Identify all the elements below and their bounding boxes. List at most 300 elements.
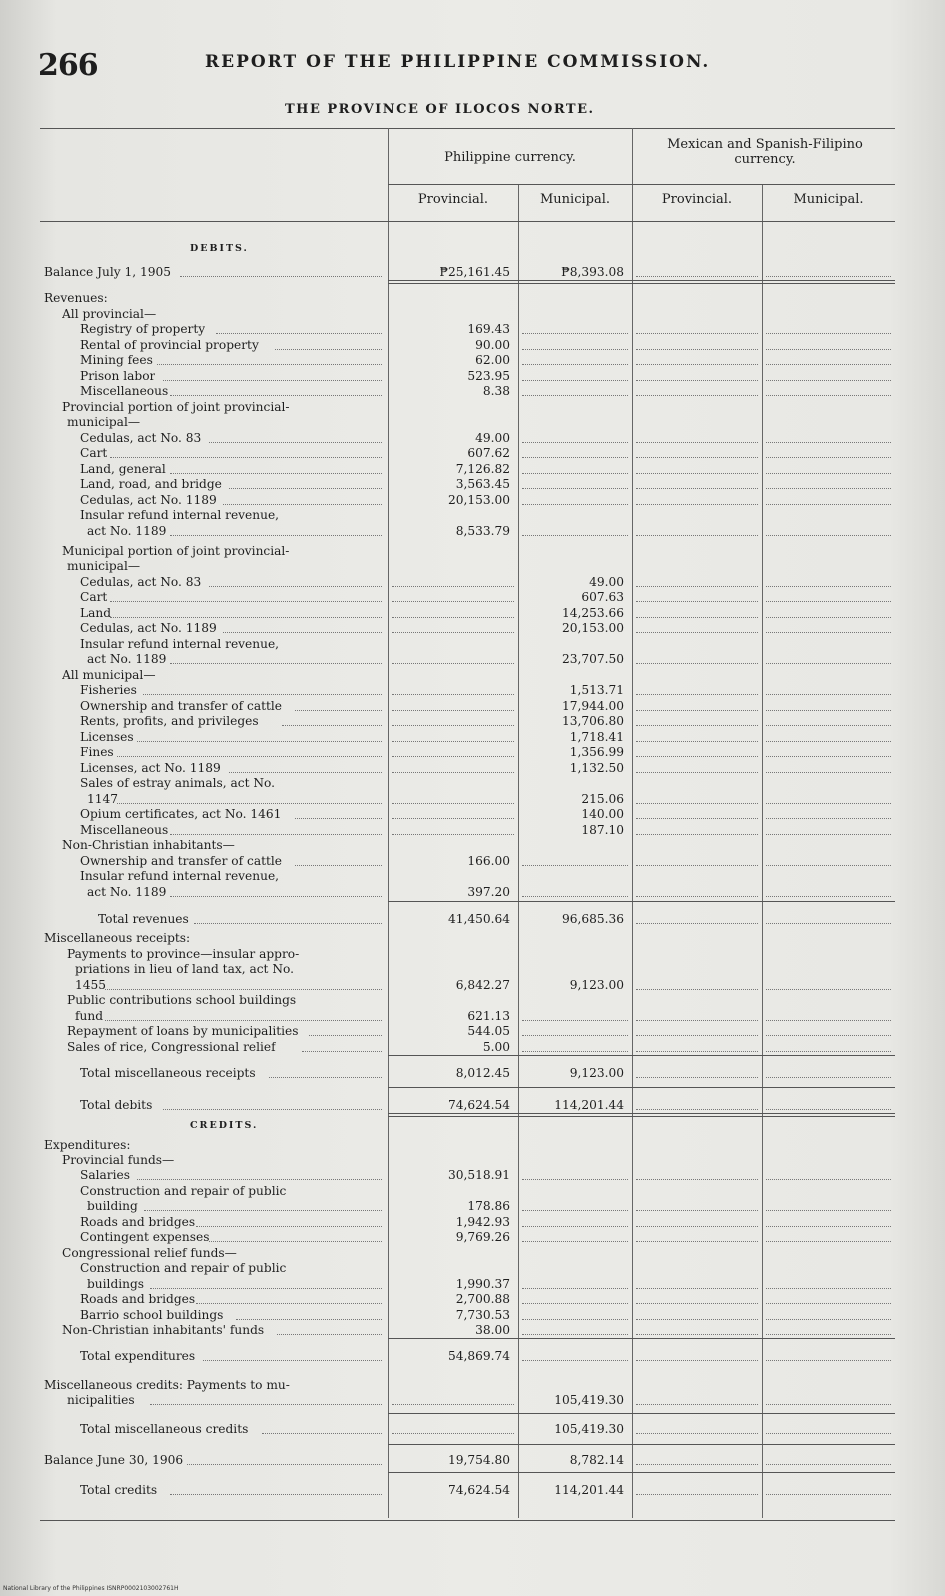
row-label: Payments to province—insular appro- bbox=[67, 947, 300, 961]
row-label: Mining fees bbox=[80, 353, 153, 367]
dot-leader bbox=[180, 260, 382, 277]
mex-municipal-cell bbox=[762, 523, 895, 539]
dot-leader bbox=[766, 1093, 891, 1110]
php-municipal-cell bbox=[518, 1039, 632, 1055]
row-label: Licenses, act No. 1189 bbox=[80, 761, 221, 775]
cell-value: 38.00 bbox=[475, 1323, 510, 1337]
php-municipal-cell bbox=[518, 1167, 632, 1183]
cell-value: 74,624.54 bbox=[447, 1483, 510, 1497]
mex-provincial-cell bbox=[632, 911, 762, 927]
dot-leader bbox=[522, 1225, 628, 1242]
cell-value: 9,123.00 bbox=[569, 978, 624, 992]
header-php-provincial: Provincial. bbox=[417, 192, 489, 207]
php-municipal-cell bbox=[518, 523, 632, 539]
row-label: priations in lieu of land tax, act No. bbox=[75, 962, 294, 976]
dot-leader bbox=[636, 1019, 758, 1036]
dot-leader bbox=[636, 973, 758, 990]
php-provincial-cell bbox=[388, 523, 518, 539]
row-label: fund bbox=[75, 1009, 104, 1023]
cell-value: 20,153.00 bbox=[561, 621, 624, 635]
row-label: Land, general bbox=[80, 462, 166, 476]
dot-leader bbox=[150, 1388, 382, 1405]
dot-leader bbox=[766, 709, 891, 726]
dot-leader bbox=[636, 1194, 758, 1211]
row-label: municipal— bbox=[67, 559, 141, 573]
cell-value: ₱8,393.08 bbox=[561, 265, 624, 279]
row-label: Total credits bbox=[80, 1483, 158, 1497]
dot-leader bbox=[309, 1019, 382, 1036]
dot-leader bbox=[766, 802, 891, 819]
row-label: Registry of property bbox=[80, 322, 206, 336]
table-row bbox=[40, 399, 895, 415]
php-provincial-cell bbox=[388, 1322, 518, 1338]
mex-provincial-cell bbox=[632, 1482, 762, 1498]
header-mex-municipal: Municipal. bbox=[793, 192, 864, 207]
php-provincial-cell bbox=[388, 1348, 518, 1364]
dot-leader bbox=[636, 1225, 758, 1242]
dot-leader bbox=[223, 488, 382, 505]
table-row bbox=[40, 822, 895, 838]
dot-leader bbox=[766, 488, 891, 505]
php-provincial-cell bbox=[388, 1307, 518, 1323]
cell-value: 178.86 bbox=[467, 1199, 510, 1213]
mex-provincial-cell bbox=[632, 760, 762, 776]
dot-leader bbox=[766, 907, 891, 924]
php-municipal-cell bbox=[518, 1421, 632, 1437]
mex-municipal-cell bbox=[762, 853, 895, 869]
dot-leader bbox=[766, 740, 891, 757]
php-provincial-cell bbox=[388, 760, 518, 776]
mex-municipal-cell bbox=[762, 1421, 895, 1437]
cell-value: 2,700.88 bbox=[455, 1292, 510, 1306]
dot-leader bbox=[766, 678, 891, 695]
total-rule bbox=[388, 1055, 895, 1056]
row-label: nicipalities bbox=[67, 1393, 135, 1407]
row-label: act No. 1189 bbox=[87, 524, 167, 538]
dot-leader bbox=[766, 1225, 891, 1242]
row-label: Construction and repair of public bbox=[80, 1184, 287, 1198]
php-provincial-cell bbox=[388, 430, 518, 446]
cell-value: 105,419.30 bbox=[554, 1393, 624, 1407]
cell-value: 54,869.74 bbox=[447, 1349, 510, 1363]
mex-provincial-cell bbox=[632, 1421, 762, 1437]
row-label: Fines bbox=[80, 745, 114, 759]
total-row bbox=[40, 1065, 895, 1081]
table-row bbox=[40, 1452, 895, 1468]
dot-leader bbox=[269, 1061, 382, 1078]
row-label: Provincial funds— bbox=[62, 1153, 175, 1167]
cell-value: 14,253.66 bbox=[561, 606, 624, 620]
mex-municipal-cell bbox=[762, 977, 895, 993]
row-label: Insular refund internal revenue, bbox=[80, 869, 280, 883]
mex-municipal-cell bbox=[762, 1348, 895, 1364]
mex-provincial-cell bbox=[632, 1452, 762, 1468]
running-head: REPORT OF THE PHILIPPINE COMMISSION. bbox=[205, 52, 711, 72]
php-provincial-cell bbox=[388, 1023, 518, 1039]
cell-value: 621.13 bbox=[467, 1009, 510, 1023]
php-municipal-cell bbox=[518, 977, 632, 993]
cell-value: 523.95 bbox=[467, 369, 510, 383]
dot-leader bbox=[636, 585, 758, 602]
cell-value: 96,685.36 bbox=[561, 912, 624, 926]
row-label: 1455 bbox=[75, 978, 107, 992]
row-label: Salaries bbox=[80, 1168, 130, 1182]
php-municipal-cell bbox=[518, 1392, 632, 1408]
cell-value: 41,450.64 bbox=[447, 912, 510, 926]
mex-provincial-cell bbox=[632, 383, 762, 399]
dot-leader bbox=[223, 616, 382, 633]
cell-value: 13,706.80 bbox=[561, 714, 624, 728]
dot-leader bbox=[522, 1344, 628, 1361]
dot-leader bbox=[636, 1478, 758, 1495]
row-label: Opium certificates, act No. 1461 bbox=[80, 807, 282, 821]
header-php-municipal: Municipal. bbox=[539, 192, 610, 207]
header-mex-provincial: Provincial. bbox=[661, 192, 733, 207]
mex-municipal-cell bbox=[762, 1322, 895, 1338]
total-row bbox=[40, 1421, 895, 1437]
cell-value: 114,201.44 bbox=[554, 1098, 624, 1112]
table-row bbox=[40, 1245, 895, 1261]
dot-leader bbox=[766, 585, 891, 602]
php-provincial-cell bbox=[388, 1039, 518, 1055]
row-label: Balance July 1, 1905 bbox=[44, 265, 172, 279]
cell-value: 397.20 bbox=[467, 885, 510, 899]
mex-municipal-cell bbox=[762, 1482, 895, 1498]
dot-leader bbox=[105, 973, 382, 990]
mex-provincial-cell bbox=[632, 822, 762, 838]
section-credits: CREDITS. bbox=[190, 1120, 259, 1131]
cell-value: 49.00 bbox=[475, 431, 510, 445]
row-label: Revenues: bbox=[44, 291, 108, 305]
dot-leader bbox=[392, 585, 514, 602]
cell-value: 1,513.71 bbox=[569, 683, 624, 697]
dot-leader bbox=[522, 472, 628, 489]
php-municipal-cell bbox=[518, 744, 632, 760]
dot-leader bbox=[766, 1061, 891, 1078]
dot-leader bbox=[302, 1035, 382, 1052]
php-provincial-cell bbox=[388, 383, 518, 399]
php-municipal-cell bbox=[518, 911, 632, 927]
dot-leader bbox=[170, 1478, 382, 1495]
mex-municipal-cell bbox=[762, 1229, 895, 1245]
mex-provincial-cell bbox=[632, 1039, 762, 1055]
dot-leader bbox=[392, 740, 514, 757]
dot-leader bbox=[636, 616, 758, 633]
table-row bbox=[40, 492, 895, 508]
php-municipal-cell bbox=[518, 822, 632, 838]
row-label: Non-Christian inhabitants— bbox=[62, 838, 235, 852]
table-row bbox=[40, 1392, 895, 1408]
dot-leader bbox=[392, 1388, 514, 1405]
row-label: Total debits bbox=[80, 1098, 153, 1112]
table-bottom-rule bbox=[40, 1520, 895, 1521]
total-rule bbox=[388, 1472, 895, 1473]
dot-leader bbox=[522, 1318, 628, 1335]
dot-leader bbox=[636, 488, 758, 505]
mex-provincial-cell bbox=[632, 1097, 762, 1113]
php-provincial-cell bbox=[388, 884, 518, 900]
dot-leader bbox=[636, 1093, 758, 1110]
mex-municipal-cell bbox=[762, 383, 895, 399]
mex-municipal-cell bbox=[762, 1167, 895, 1183]
dot-leader bbox=[392, 1417, 514, 1434]
php-municipal-cell bbox=[518, 713, 632, 729]
row-label: Public contributions school buildings bbox=[67, 993, 297, 1007]
row-label: Land, road, and bridge bbox=[80, 477, 222, 491]
dot-leader bbox=[282, 709, 382, 726]
table-row bbox=[40, 543, 895, 559]
row-label: Sales of rice, Congressional relief bbox=[67, 1040, 276, 1054]
php-provincial-cell bbox=[388, 1198, 518, 1214]
cell-value: 215.06 bbox=[581, 792, 624, 806]
cell-value: 49.00 bbox=[589, 575, 624, 589]
php-municipal-cell bbox=[518, 698, 632, 714]
row-label: Miscellaneous credits: Payments to mu- bbox=[44, 1378, 290, 1392]
php-provincial-cell bbox=[388, 476, 518, 492]
php-municipal-cell bbox=[518, 1097, 632, 1113]
php-municipal-cell bbox=[518, 760, 632, 776]
table-row bbox=[40, 760, 895, 776]
cell-value: 9,123.00 bbox=[569, 1066, 624, 1080]
table-row bbox=[40, 1229, 895, 1245]
dot-leader bbox=[766, 880, 891, 897]
mex-provincial-cell bbox=[632, 1348, 762, 1364]
dot-leader bbox=[636, 880, 758, 897]
cell-value: 105,419.30 bbox=[554, 1422, 624, 1436]
php-provincial-cell bbox=[388, 1482, 518, 1498]
header-rule bbox=[388, 184, 895, 185]
row-label: 1147 bbox=[87, 792, 119, 806]
cell-value: 8,782.14 bbox=[569, 1453, 624, 1467]
table-row bbox=[40, 1039, 895, 1055]
php-provincial-cell bbox=[388, 445, 518, 461]
dot-leader bbox=[766, 616, 891, 633]
dot-leader bbox=[636, 709, 758, 726]
table-row bbox=[40, 977, 895, 993]
row-label: All municipal— bbox=[62, 668, 156, 682]
row-label: Total expenditures bbox=[80, 1349, 196, 1363]
php-provincial-cell bbox=[388, 620, 518, 636]
total-row bbox=[40, 1097, 895, 1113]
row-label: Rental of provincial property bbox=[80, 338, 259, 352]
mex-provincial-cell bbox=[632, 1229, 762, 1245]
dot-leader bbox=[170, 818, 382, 835]
row-label: building bbox=[87, 1199, 138, 1213]
dot-leader bbox=[194, 907, 382, 924]
row-label: Construction and repair of public bbox=[80, 1261, 287, 1275]
dot-leader bbox=[170, 379, 382, 396]
dot-leader bbox=[766, 1448, 891, 1465]
mex-municipal-cell bbox=[762, 1452, 895, 1468]
dot-leader bbox=[766, 1417, 891, 1434]
row-label: Provincial portion of joint provincial- bbox=[62, 400, 290, 414]
dot-leader bbox=[636, 818, 758, 835]
total-debits-rule bbox=[388, 1113, 895, 1114]
dot-leader bbox=[636, 849, 758, 866]
cell-value: 166.00 bbox=[467, 854, 510, 868]
dot-leader bbox=[636, 740, 758, 757]
balance-rule bbox=[388, 280, 895, 281]
dot-leader bbox=[522, 519, 628, 536]
dot-leader bbox=[262, 1417, 382, 1434]
cell-value: ₱25,161.45 bbox=[439, 265, 510, 279]
cell-value: 140.00 bbox=[581, 807, 624, 821]
dot-leader bbox=[636, 1163, 758, 1180]
dot-leader bbox=[636, 1035, 758, 1052]
php-provincial-cell bbox=[388, 1229, 518, 1245]
php-provincial-cell bbox=[388, 368, 518, 384]
dot-leader bbox=[522, 1019, 628, 1036]
cell-value: 62.00 bbox=[475, 353, 510, 367]
php-provincial-cell bbox=[388, 853, 518, 869]
total-rule bbox=[388, 1338, 895, 1339]
total-row bbox=[40, 1348, 895, 1364]
dot-leader bbox=[636, 1061, 758, 1078]
dot-leader bbox=[143, 678, 382, 695]
dot-leader bbox=[522, 441, 628, 458]
header-mexican-currency: Mexican and Spanish-Filipino currency. bbox=[667, 137, 863, 167]
dot-leader bbox=[137, 1163, 382, 1180]
dot-leader bbox=[163, 1093, 382, 1110]
dot-leader bbox=[229, 472, 382, 489]
dot-leader bbox=[636, 756, 758, 773]
cell-value: 1,942.93 bbox=[455, 1215, 510, 1229]
cell-value: 187.10 bbox=[581, 823, 624, 837]
dot-leader bbox=[636, 379, 758, 396]
dot-leader bbox=[766, 260, 891, 277]
row-label: Sales of estray animals, act No. bbox=[80, 776, 276, 790]
cell-value: 169.43 bbox=[467, 322, 510, 336]
mex-provincial-cell bbox=[632, 853, 762, 869]
dot-leader bbox=[522, 1194, 628, 1211]
php-municipal-cell bbox=[518, 729, 632, 745]
dot-leader bbox=[636, 1448, 758, 1465]
php-provincial-cell bbox=[388, 1291, 518, 1307]
dot-leader bbox=[170, 880, 382, 897]
table-row bbox=[40, 853, 895, 869]
dot-leader bbox=[766, 818, 891, 835]
dot-leader bbox=[766, 1344, 891, 1361]
php-municipal-cell bbox=[518, 383, 632, 399]
dot-leader bbox=[522, 880, 628, 897]
dot-leader bbox=[636, 472, 758, 489]
dot-leader bbox=[636, 1287, 758, 1304]
row-label: municipal— bbox=[67, 415, 141, 429]
php-municipal-cell bbox=[518, 884, 632, 900]
dot-leader bbox=[766, 756, 891, 773]
table-row bbox=[40, 383, 895, 399]
dot-leader bbox=[522, 488, 628, 505]
cell-value: 1,990.37 bbox=[455, 1277, 510, 1291]
table-row bbox=[40, 620, 895, 636]
mex-provincial-cell bbox=[632, 977, 762, 993]
dot-leader bbox=[522, 1163, 628, 1180]
table-top-rule bbox=[40, 128, 895, 129]
mex-municipal-cell bbox=[762, 760, 895, 776]
cell-value: 9,769.26 bbox=[455, 1230, 510, 1244]
php-provincial-cell bbox=[388, 461, 518, 477]
row-label: Insular refund internal revenue, bbox=[80, 637, 280, 651]
dot-leader bbox=[766, 441, 891, 458]
dot-leader bbox=[766, 1287, 891, 1304]
mex-municipal-cell bbox=[762, 1039, 895, 1055]
mex-provincial-cell bbox=[632, 1167, 762, 1183]
row-label: Fisheries bbox=[80, 683, 137, 697]
php-provincial-cell bbox=[388, 651, 518, 667]
total-rule bbox=[388, 1087, 895, 1088]
dot-leader bbox=[766, 348, 891, 365]
row-label: Balance June 30, 1906 bbox=[44, 1453, 184, 1467]
dot-leader bbox=[209, 1225, 382, 1242]
cell-value: 23,707.50 bbox=[561, 652, 624, 666]
cell-value: 30,518.91 bbox=[447, 1168, 510, 1182]
php-municipal-cell bbox=[518, 574, 632, 590]
dot-leader bbox=[766, 849, 891, 866]
dot-leader bbox=[392, 709, 514, 726]
dot-leader bbox=[766, 1478, 891, 1495]
row-label: Repayment of loans by municipalities bbox=[67, 1024, 299, 1038]
cell-value: 607.63 bbox=[581, 590, 624, 604]
dot-leader bbox=[110, 585, 382, 602]
cell-value: 1,718.41 bbox=[569, 730, 624, 744]
table-row bbox=[40, 290, 895, 306]
php-provincial-cell bbox=[388, 977, 518, 993]
row-label: Expenditures: bbox=[44, 1138, 131, 1152]
dot-leader bbox=[766, 1194, 891, 1211]
php-provincial-cell bbox=[388, 337, 518, 353]
dot-leader bbox=[392, 647, 514, 664]
dot-leader bbox=[392, 818, 514, 835]
table-row bbox=[40, 930, 895, 946]
mex-provincial-cell bbox=[632, 620, 762, 636]
dot-leader bbox=[170, 647, 382, 664]
php-provincial-cell bbox=[388, 1452, 518, 1468]
mex-provincial-cell bbox=[632, 651, 762, 667]
mex-municipal-cell bbox=[762, 911, 895, 927]
dot-leader bbox=[766, 647, 891, 664]
php-municipal-cell bbox=[518, 1065, 632, 1081]
dot-leader bbox=[766, 379, 891, 396]
dot-leader bbox=[196, 1287, 382, 1304]
cell-value: 7,730.53 bbox=[455, 1308, 510, 1322]
dot-leader bbox=[636, 1417, 758, 1434]
php-provincial-cell bbox=[388, 1167, 518, 1183]
table-row bbox=[40, 946, 895, 962]
php-provincial-cell bbox=[388, 1392, 518, 1408]
row-label: Total miscellaneous receipts bbox=[80, 1066, 256, 1080]
php-municipal-cell bbox=[518, 1322, 632, 1338]
table-row bbox=[40, 523, 895, 539]
cell-value: 5.00 bbox=[482, 1040, 510, 1054]
row-label: Total revenues bbox=[98, 912, 189, 926]
mex-provincial-cell bbox=[632, 264, 762, 280]
dot-leader bbox=[522, 348, 628, 365]
section-debits: DEBITS. bbox=[190, 243, 249, 254]
dot-leader bbox=[766, 1035, 891, 1052]
table-row bbox=[40, 884, 895, 900]
table-row bbox=[40, 1137, 895, 1153]
row-label: act No. 1189 bbox=[87, 885, 167, 899]
dot-leader bbox=[117, 740, 382, 757]
dot-leader bbox=[170, 519, 382, 536]
dot-leader bbox=[636, 647, 758, 664]
dot-leader bbox=[636, 348, 758, 365]
dot-leader bbox=[766, 472, 891, 489]
dot-leader bbox=[392, 756, 514, 773]
mex-municipal-cell bbox=[762, 884, 895, 900]
dot-leader bbox=[277, 1318, 382, 1335]
php-provincial-cell bbox=[388, 492, 518, 508]
